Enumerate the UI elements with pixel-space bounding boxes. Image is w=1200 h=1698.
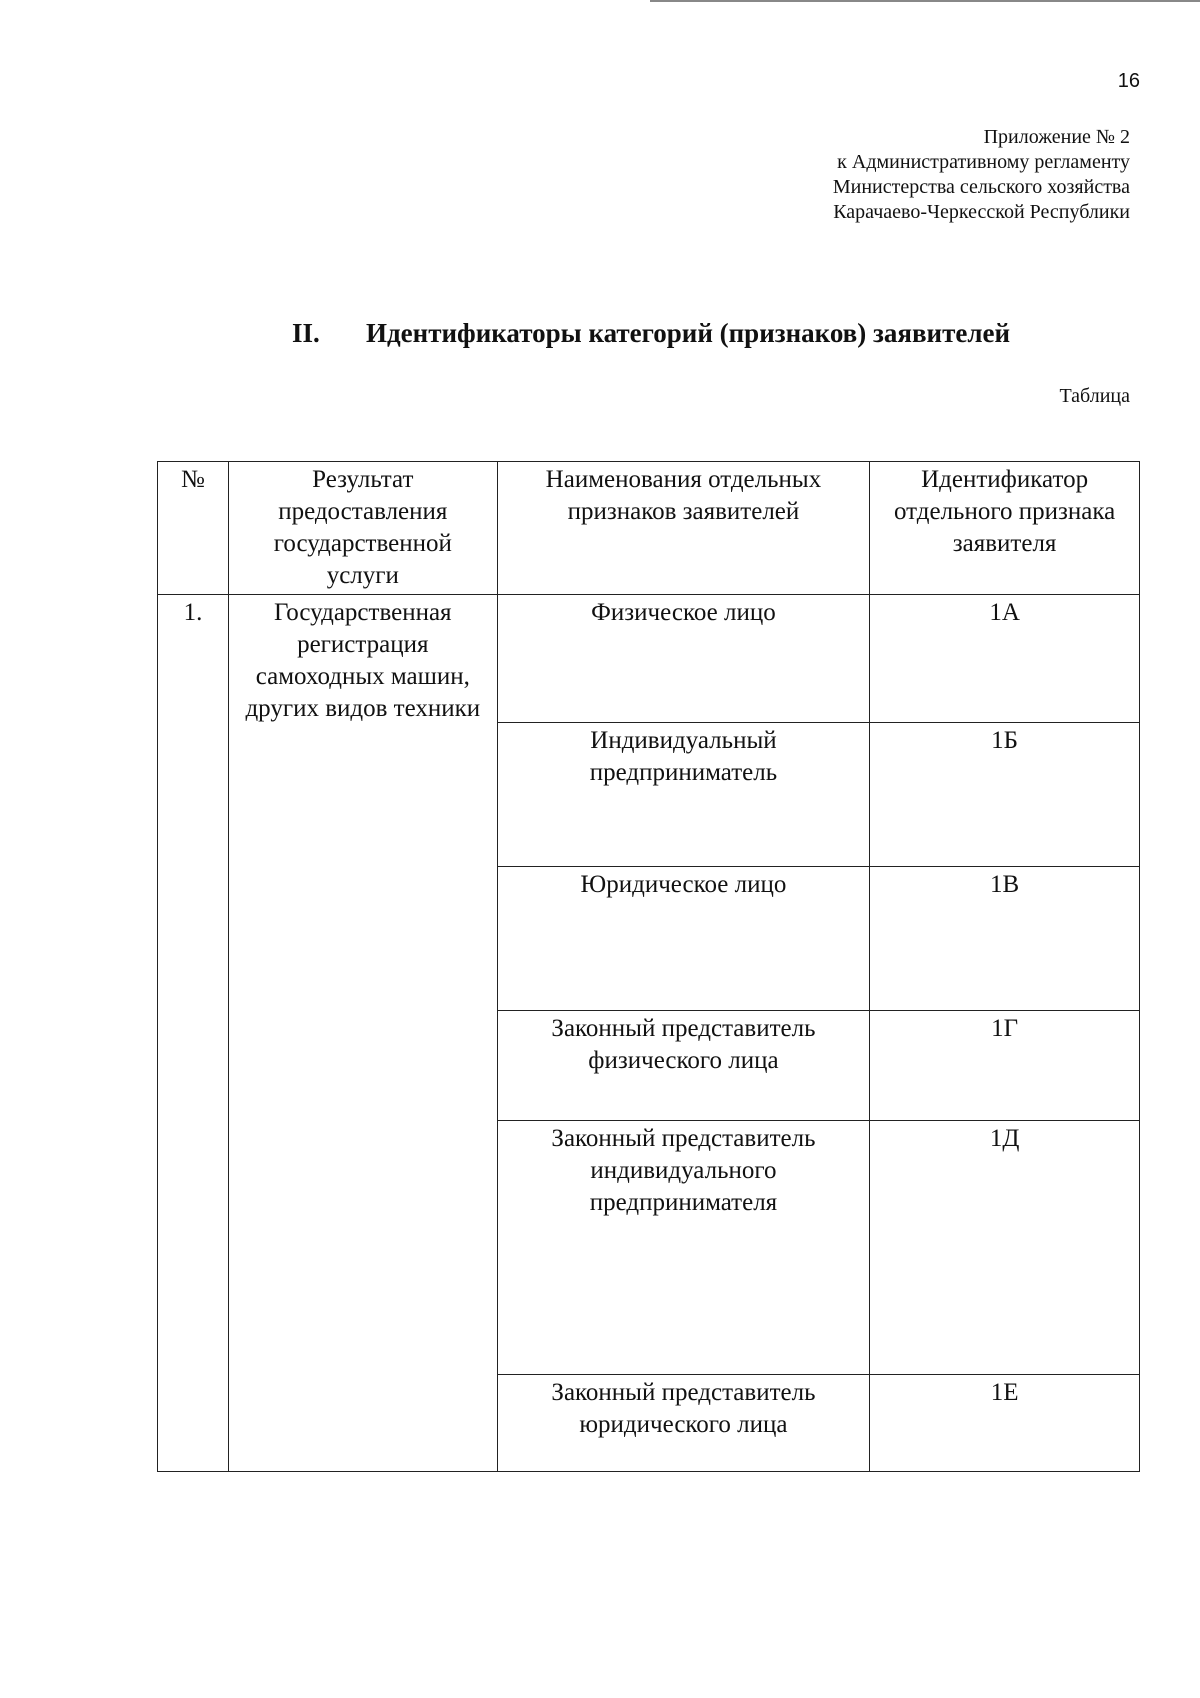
attribute-name-cell: Законный представитель физического лица xyxy=(497,1011,870,1121)
appendix-header xyxy=(833,125,1130,225)
table-row xyxy=(158,595,1140,723)
identifier-cell: 1Б xyxy=(870,723,1140,867)
attribute-name-cell: Законный представитель индивидуального предпринимателя xyxy=(497,1121,870,1375)
table-header-row xyxy=(158,462,1140,595)
scan-edge-line xyxy=(650,0,1200,2)
attribute-name-cell: Физическое лицо xyxy=(497,595,870,723)
identifier-cell: 1В xyxy=(870,867,1140,1011)
page-number: 16 xyxy=(1117,70,1140,92)
header-identifier: Идентификатор отдельного признака заявителя xyxy=(870,462,1140,595)
identifier-cell: 1Д xyxy=(870,1121,1140,1375)
identifier-cell: 1А xyxy=(870,595,1140,723)
identifier-cell: 1Г xyxy=(870,1011,1140,1121)
appendix-line: Приложение № 2 xyxy=(983,126,1130,148)
attribute-name-cell: Законный представитель юридического лица xyxy=(497,1375,870,1472)
header-attribute-names: Наименования отдельных признаков заявителей xyxy=(497,462,870,595)
section-title-text: Идентификаторы категорий (признаков) заявителей xyxy=(366,318,1011,348)
header-result: Результат предоставления государственной услуги xyxy=(228,462,497,595)
appendix-line: Министерства сельского хозяйства xyxy=(832,176,1130,198)
appendix-line: к Административному регламенту xyxy=(837,151,1130,173)
section-title xyxy=(292,318,1010,349)
attribute-name-cell: Индивидуальный предприниматель xyxy=(497,723,870,867)
service-result-cell: Государственная регистрация самоходных машин, других видов техники xyxy=(228,595,497,1472)
attribute-name-cell: Юридическое лицо xyxy=(497,867,870,1011)
applicant-identifiers-table xyxy=(157,461,1140,1472)
table-caption: Таблица xyxy=(1059,385,1130,407)
row-number-cell: 1. xyxy=(158,595,229,1472)
appendix-line: Карачаево-Черкесской Республики xyxy=(833,201,1130,223)
identifier-cell: 1Е xyxy=(870,1375,1140,1472)
section-number: II. xyxy=(292,318,320,348)
header-number: № xyxy=(158,462,229,595)
